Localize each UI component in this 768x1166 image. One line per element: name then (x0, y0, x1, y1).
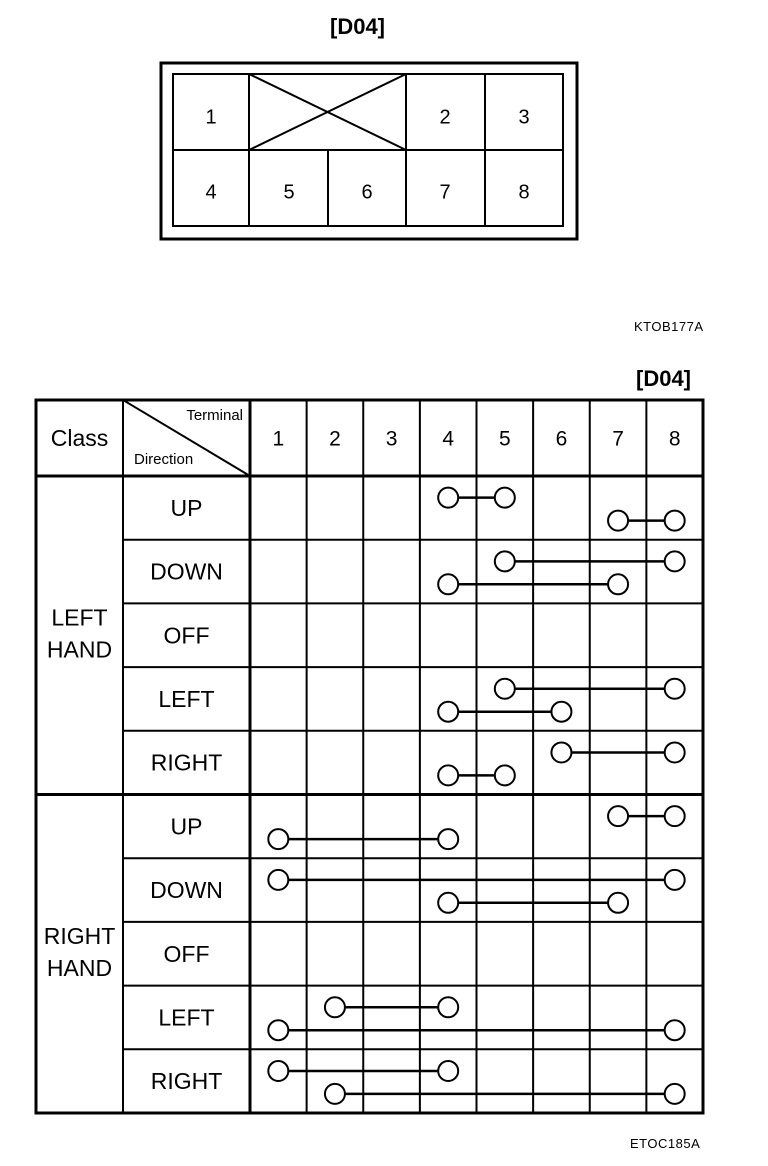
class-label: HAND (46, 636, 113, 663)
table-code: ETOC185A (630, 1136, 701, 1151)
terminal-number: 7 (612, 427, 624, 451)
terminal-node (438, 765, 458, 785)
terminal-node (325, 1084, 345, 1104)
connector-pin-label: 5 (283, 181, 295, 204)
terminal-node (608, 511, 628, 531)
connector-pin-label: 7 (439, 181, 451, 204)
terminal-node (551, 742, 571, 762)
terminal-node (268, 1020, 288, 1040)
terminal-number: 4 (442, 427, 455, 451)
terminal-number: 5 (498, 427, 511, 451)
terminal-node (608, 806, 628, 826)
continuity-connection (325, 997, 458, 1017)
class-header: Class (50, 425, 109, 452)
direction-label: RIGHT (150, 749, 223, 776)
continuity-connection (551, 742, 684, 762)
terminal-node (438, 829, 458, 849)
terminal-number: 8 (668, 427, 681, 451)
direction-label: UP (170, 813, 203, 840)
terminal-number: 6 (555, 427, 568, 451)
table-title: [D04] (636, 366, 692, 391)
terminal-node (665, 742, 685, 762)
terminal-node (665, 806, 685, 826)
connector-code: KTOB177A (634, 319, 704, 334)
connector-pin-label: 4 (205, 181, 217, 204)
terminal-node (268, 829, 288, 849)
terminal-number: 3 (385, 427, 398, 451)
direction-label: OFF (163, 940, 210, 967)
terminal-node (665, 551, 685, 571)
connector-title: [D04] (330, 14, 386, 39)
terminal-node (551, 702, 571, 722)
terminal-number: 1 (272, 427, 285, 451)
connector-pin-label: 2 (439, 106, 451, 129)
terminal-node (665, 1020, 685, 1040)
connector-pin-label: 8 (518, 181, 530, 204)
connector-pin-label: 1 (205, 106, 217, 129)
direction-label: DOWN (150, 558, 223, 585)
terminal-node (268, 1061, 288, 1081)
terminal-node (438, 1061, 458, 1081)
direction-label: LEFT (158, 686, 215, 713)
direction-label: LEFT (158, 1004, 215, 1031)
terminal-node (438, 574, 458, 594)
terminal-node (495, 488, 515, 508)
continuity-connection (325, 1084, 685, 1104)
terminal-node (495, 551, 515, 571)
terminal-node (268, 870, 288, 890)
terminal-node (608, 574, 628, 594)
direction-header: Direction (134, 450, 194, 468)
terminal-node (495, 765, 515, 785)
terminal-node (665, 679, 685, 699)
class-label: HAND (46, 954, 113, 981)
terminal-node (665, 511, 685, 531)
connector-pin-label: 3 (518, 106, 530, 129)
continuity-connection (438, 702, 571, 722)
direction-label: DOWN (150, 877, 223, 904)
terminal-number: 2 (329, 427, 341, 451)
connector-pin-label: 6 (361, 181, 373, 204)
terminal-node (438, 997, 458, 1017)
terminal-node (325, 997, 345, 1017)
terminal-node (495, 679, 515, 699)
direction-label: RIGHT (150, 1068, 223, 1095)
class-label: RIGHT (43, 922, 116, 949)
terminal-node (665, 870, 685, 890)
direction-label: OFF (163, 622, 210, 649)
terminal-header: Terminal (186, 406, 243, 424)
terminal-node (608, 893, 628, 913)
direction-label: UP (170, 494, 203, 521)
class-label: LEFT (51, 604, 108, 631)
terminal-node (438, 893, 458, 913)
terminal-node (665, 1084, 685, 1104)
terminal-node (438, 488, 458, 508)
terminal-node (438, 702, 458, 722)
